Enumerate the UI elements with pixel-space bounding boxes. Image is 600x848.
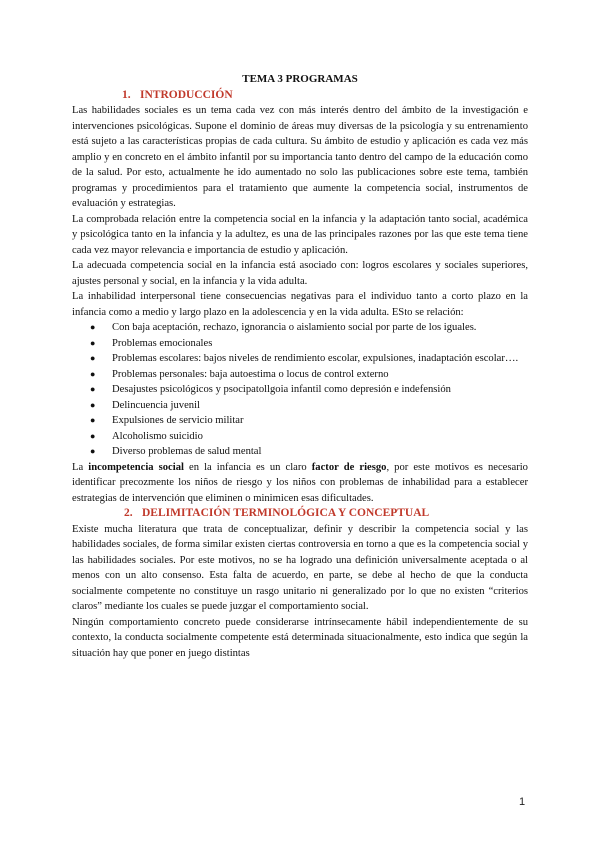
paragraph-4: La inhabilidad interpersonal tiene consecuencias negativas para el individuo tanto a corto plazo en la infancia como a medio y largo plazo en la adolescencia y en la vida adulta. ESto se relación: [72,291,528,318]
section-title: INTRODUCCIÓN [140,88,233,101]
bullet-icon: ● [90,415,96,425]
bullet-icon: ● [90,446,96,456]
page-number: 1 [519,796,526,808]
bullet-icon: ● [90,322,96,332]
section-number: 1. [122,88,131,101]
section-heading-delimitacion [72,506,528,522]
list-item [90,320,528,336]
paragraph-1: Las habilidades sociales es un tema cada vez con más interés dentro del ámbito de la investigación e intervenciones psicológicas. Supone el dominio de áreas muy diversas de la psicología y su entrenamiento está sujeto a las características propias de cada cultura. Su ámbito de estudio y aplicación es cada vez más amplio y en concreto en el ámbito infantil por su importancia tanto dentro del campo de la educación como de la salud. Por esto, actualmente he ido aumentado no solo las publicaciones sobre este tema, también programas y procedimientos para el tratamiento que aumente la competencia social, instrumentos de evaluación y estrategias. [72,105,528,209]
paragraph-5-middle: en la infancia es un claro [183,461,312,473]
list-item-text: Delincuencia juvenil [112,399,200,411]
bullet-icon: ● [90,384,96,394]
bullet-icon: ● [90,430,96,441]
paragraph-6: Existe mucha literatura que trata de conceptualizar, definir y describir la competencia social y las habilidades sociales, de forma similar existen ciertas controversia en torno a que es la competencia social y las habilidades sociales. Por este motivos, no se ha logrado una definición universalmente aceptada o al menos con un alto consenso. Esta falta de acuerdo, en parte, se debe al hecho de que la conducta socialmente competente no constituye un rasgo unitario ni generalizado por lo que no existen “criterios claros” mediante los cuales se puede juzgar el comportamiento social. [72,523,528,612]
section-title: DELIMITACIÓN TERMINOLÓGICA Y CONCEPTUAL [142,507,430,519]
paragraph-7: Ningún comportamiento concreto puede considerarse intrínsecamente hábil independientemente de su contexto, la conducta socialmente competente está determinada situacionalmente, esto indica que según la situación hay que poner en juego distintas [72,616,528,659]
document-title: TEMA 3 PROGRAMAS [242,73,358,85]
section-number: 2. [124,507,133,519]
list-item [90,398,528,414]
list-item-text: Problemas escolares: bajos niveles de rendimiento escolar, expulsiones, inadaptación escolar…. [112,353,519,364]
paragraph-3: La adecuada competencia social en la infancia está asociado con: logros escolares y sociales superiores, ajustes personal y social, en la infancia y la vida adulta. [72,260,528,287]
list-item-text: Problemas emocionales [112,337,213,349]
consequences-list [72,320,528,460]
emphasis-incompetencia-social: incompetencia social [88,461,184,473]
paragraph-5 [72,460,528,507]
list-item-text: Expulsiones de servicio militar [112,415,244,426]
list-item-text: Problemas personales: baja autoestima o locus de control externo [112,368,389,380]
list-item-text: Desajustes psicológicos y psocipatollgoia infantil como depresión e indefensión [112,384,451,395]
list-item [90,429,528,445]
emphasis-factor-de-riesgo: factor de riesgo [311,461,387,473]
list-item-text: Diverso problemas de salud mental [112,446,262,457]
list-item [90,444,528,460]
list-item [90,382,528,398]
list-item [90,413,528,429]
list-item [90,336,528,352]
bullet-icon: ● [90,399,96,410]
page-content [72,72,528,661]
list-item [90,367,528,383]
list-item-text: Con baja aceptación, rechazo, ignorancia o aislamiento social por parte de los iguales. [112,322,477,333]
list-item-text: Alcoholismo suicidio [112,430,203,442]
bullet-icon: ● [90,353,96,363]
paragraph-5-start: La [72,461,89,473]
paragraph-2: La comprobada relación entre la competencia social en la infancia y la adaptación tanto social, académica y psicológica tanto en la infancia y la adultez, es una de las principales razones por las que este tema tiene cada vez mayor relevancia e importancia de estudio y aplicación. [72,213,528,256]
paragraph-5-end: , por este motivos es necesario identificar precozmente los niños de riesgo y los niños con problemas de inhabilidad para a establecer estrategias de intervención que eliminen o minimicen esas dificultades. [72,461,528,504]
list-item [90,351,528,367]
bullet-icon: ● [90,368,96,379]
bullet-icon: ● [90,337,96,348]
section-heading-introduccion [72,88,528,104]
